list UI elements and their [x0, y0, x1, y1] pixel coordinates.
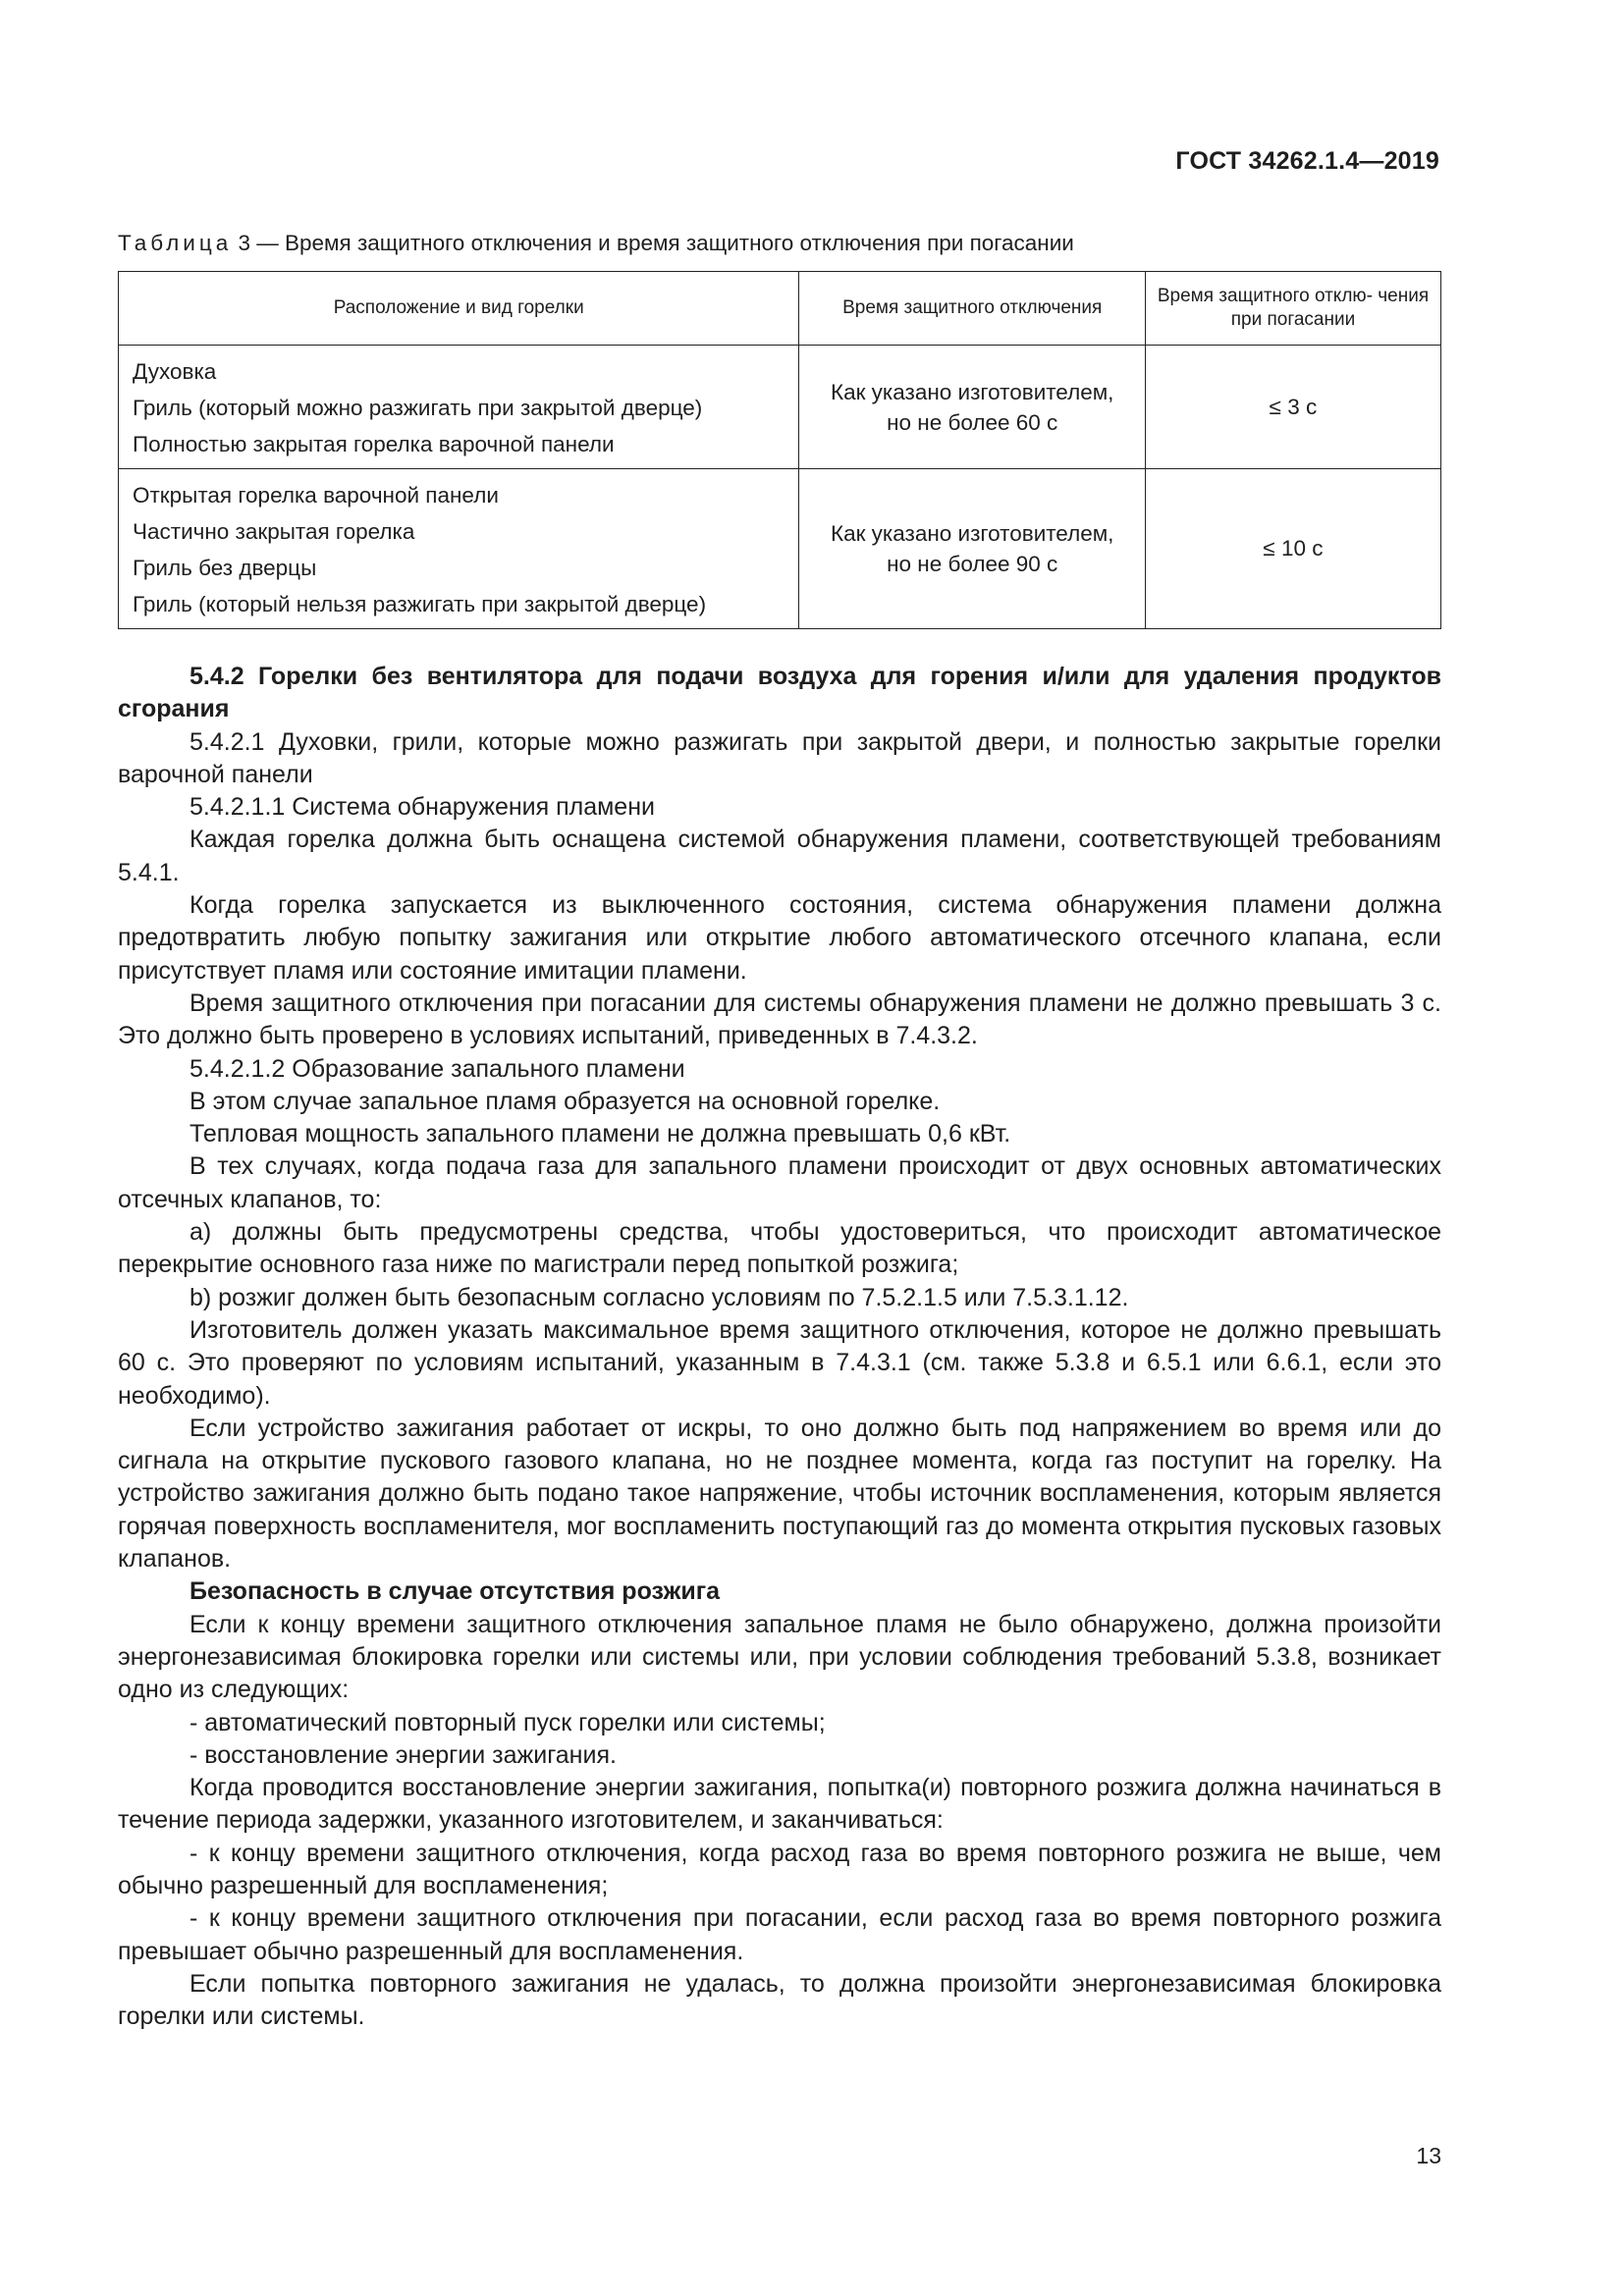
table-caption: [118, 231, 1074, 256]
burner-list-cell: [119, 469, 799, 629]
table-row: [119, 346, 1441, 469]
burner-item: Гриль без дверцы: [133, 556, 317, 580]
list-item: - к концу времени защитного отключения, когда расход газа во время повторного розжига не выше, чем обычно разрешенный для воспламенения;: [118, 1839, 1441, 1899]
section-heading: 5.4.2 Горелки без вентилятора для подачи воздуха для горения и/или для удаления продуктов сгорания: [118, 663, 1441, 723]
list-item: а) должны быть предусмотрены средства, чтобы удостовериться, что происходит автоматическое перекрытие основного газа ниже по магистрали перед попыткой розжига;: [118, 1218, 1441, 1279]
paragraph: Изготовитель должен указать максимальное время защитного отключения, которое не должно превышать 60 с. Это проверяют по условиям испытаний, указанным в 7.4.3.1 (см. также 5.3.8 и 6.5.1 или 6.6.1, если это необходимо).: [118, 1315, 1441, 1410]
safety-time-line: Как указано изготовителем,: [830, 379, 1114, 404]
list-item: b) розжиг должен быть безопасным согласно условиям по 7.5.2.1.5 или 7.5.3.1.12.: [189, 1283, 1129, 1311]
list-item: - к концу времени защитного отключения при погасании, если расход газа во время повторного розжига превышает обычно разрешенный для воспламенения.: [118, 1904, 1441, 1965]
burner-item: Гриль (который нельзя разжигать при закрытой дверце): [133, 592, 707, 616]
table-header-row: [119, 272, 1441, 346]
safety-time-cell: [799, 469, 1146, 629]
paragraph: В этом случае запальное пламя образуется на основной горелке.: [189, 1087, 941, 1115]
extinction-time-cell: ≤ 10 с: [1145, 469, 1440, 629]
table-row: [119, 469, 1441, 629]
paragraph: Тепловая мощность запального пламени не должна превышать 0,6 кВт.: [189, 1120, 1011, 1148]
column-header-extinction-time: Время защитного отклю- чения при погасании: [1145, 272, 1440, 346]
page-number: 13: [1416, 2143, 1441, 2168]
paragraph: 5.4.2.1.2 Образование запального пламени: [189, 1054, 685, 1083]
column-header-burner: Расположение и вид горелки: [119, 272, 799, 346]
paragraph: Если устройство зажигания работает от искры, то оно должно быть под напряжением во время или до сигнала на открытие пускового газового клапана, но не позднее момента, когда газ поступит на горелку. На устройство зажигания должно быть подано такое напряжение, чтобы источник воспламенения, которым является горячая поверхность воспламенителя, мог воспламенить поступающий газ до момента открытия пусковых газовых клапанов.: [118, 1414, 1441, 1574]
paragraph: Если попытка повторного зажигания не удалась, то должна произойти энергонезависимая блокировка горелки или системы.: [118, 1969, 1441, 2031]
safety-time-line: но не более 60 с: [887, 409, 1058, 435]
paragraph: В тех случаях, когда подача газа для запального пламени происходит от двух основных автоматических отсечных клапанов, то:: [118, 1152, 1441, 1213]
paragraph: Если к концу времени защитного отключения запальное пламя не было обнаружено, должна произойти энергонезависимая блокировка горелки или системы или, при условии соблюдения требований 5.3.8, возникает одно из следующих:: [118, 1610, 1441, 1704]
safety-time-line: но не более 90 с: [887, 552, 1058, 576]
document-code: ГОСТ 34262.1.4—2019: [1175, 147, 1439, 175]
burner-item: Духовка: [133, 359, 217, 384]
extinction-time-cell: ≤ 3 с: [1145, 346, 1440, 469]
shutdown-time-table: [118, 271, 1441, 629]
list-item: - автоматический повторный пуск горелки или системы;: [189, 1708, 826, 1736]
body-text: [118, 661, 1441, 2033]
burner-item: Гриль (который можно разжигать при закрытой дверце): [133, 396, 703, 420]
table-caption-text: 3 — Время защитного отключения и время защитного отключения при погасании: [232, 231, 1074, 255]
paragraph: Время защитного отключения при погасании для системы обнаружения пламени не должно превышать 3 с. Это должно быть проверено в условиях испытаний, приведенных в 7.4.3.2.: [118, 988, 1441, 1050]
burner-item: Частично закрытая горелка: [133, 519, 415, 544]
paragraph: Каждая горелка должна быть оснащена системой обнаружения пламени, соответствующей требованиям 5.4.1.: [118, 826, 1441, 886]
subheading: Безопасность в случае отсутствия розжига: [189, 1577, 721, 1606]
paragraph: 5.4.2.1.1 Система обнаружения пламени: [189, 793, 655, 822]
paragraph: Когда проводится восстановление энергии зажигания, попытка(и) повторного розжига должна начинаться в течение периода задержки, указанного изготовителем, и заканчиваться:: [118, 1774, 1441, 1835]
paragraph: Когда горелка запускается из выключенного состояния, система обнаружения пламени должна предотвратить любую попытку зажигания или открытие любого автоматического отсечного клапана, если присутствует пламя или состояние имитации пламени.: [118, 891, 1441, 985]
burner-item: Полностью закрытая горелка варочной панели: [133, 432, 615, 456]
paragraph: 5.4.2.1 Духовки, грили, которые можно разжигать при закрытой двери, и полностью закрытые горелки варочной панели: [118, 727, 1441, 788]
safety-time-line: Как указано изготовителем,: [830, 521, 1114, 546]
safety-time-cell: [799, 346, 1146, 469]
burner-list-cell: [119, 346, 799, 469]
column-header-safety-time: Время защитного отключения: [799, 272, 1146, 346]
list-item: - восстановление энергии зажигания.: [189, 1740, 617, 1769]
table-caption-prefix: Таблица: [118, 231, 233, 255]
burner-item: Открытая горелка варочной панели: [133, 483, 499, 507]
